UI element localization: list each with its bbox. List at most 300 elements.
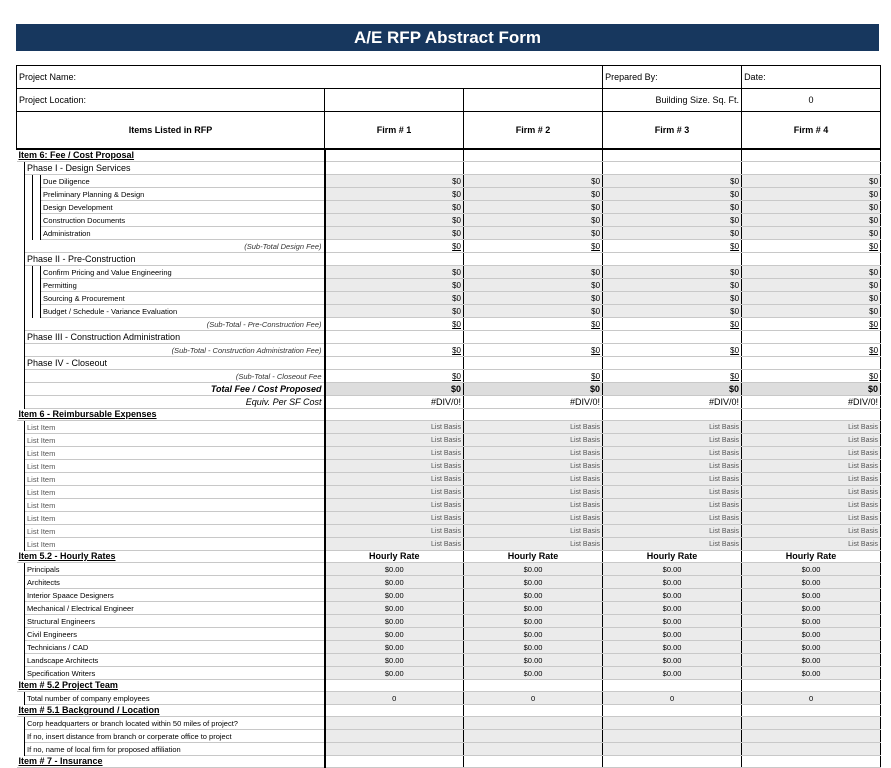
firm-4-value[interactable]: $0 [742,305,881,318]
firm-2-value[interactable]: $0.00 [464,615,603,628]
firm-3-value[interactable]: $0 [603,383,742,396]
row-label: (Sub-Total Design Fee) [25,240,325,253]
firm-4-value[interactable]: $0 [742,266,881,279]
firm-1-value[interactable]: List Basis [325,421,464,434]
firm-3-value[interactable]: $0 [603,279,742,292]
firm-1-value[interactable]: $0 [325,292,464,305]
firm-1-value[interactable]: List Basis [325,512,464,525]
rate-row [17,654,881,667]
firm-2-value[interactable] [464,409,603,421]
firm-2-value[interactable] [464,705,603,717]
fee-item-row [17,188,881,201]
firm-3-value[interactable]: #DIV/0! [603,396,742,409]
phase-row [17,331,881,344]
phase-row [17,357,881,370]
firm-3-value[interactable] [603,680,742,692]
firm-3-value[interactable]: $0 [603,305,742,318]
firm-3-value[interactable] [603,331,742,344]
row-label: Phase II - Pre-Construction [25,253,325,266]
firm-3-value[interactable]: List Basis [603,486,742,499]
section-fee [17,149,881,162]
firm-4-value[interactable]: $0 [742,318,881,331]
firm-2-value[interactable] [464,756,603,768]
row-label: Item # 7 - Insurance [17,756,325,768]
firm-3-value[interactable]: $0 [603,188,742,201]
indent-cell [17,512,25,525]
rate-row [17,628,881,641]
firm-3-value[interactable]: List Basis [603,460,742,473]
firm-1-value[interactable]: $0 [325,201,464,214]
firm-2-value[interactable]: List Basis [464,434,603,447]
indent-cell [17,589,25,602]
firm-1-value[interactable]: List Basis [325,499,464,512]
indent-cell [17,344,25,357]
firm-3-value[interactable]: List Basis [603,499,742,512]
firm-3-value[interactable]: $0.00 [603,576,742,589]
reimbursable-row [17,525,881,538]
indent-cell [33,292,41,305]
firm-2-value[interactable]: List Basis [464,460,603,473]
firm-1-value[interactable]: $0 [325,227,464,240]
header-row-location [17,89,881,112]
firm-4-value[interactable] [742,162,881,175]
firm-1-value[interactable] [325,680,464,692]
firm-3-value[interactable]: List Basis [603,512,742,525]
project-name-field[interactable]: Project Name: [17,66,603,89]
indent-cell [25,188,33,201]
indent-cell [17,447,25,460]
firm-4-value[interactable]: List Basis [742,447,881,460]
row-label: List Item [25,421,325,434]
firm-3-value[interactable]: $0.00 [603,654,742,667]
firm-4-value[interactable]: $0.00 [742,667,881,680]
firm-4-value[interactable]: $0 [742,344,881,357]
firm-3-value[interactable] [603,162,742,175]
indent-cell [17,370,25,383]
firm-3-value[interactable]: $0 [603,214,742,227]
indent-cell [17,175,25,188]
firm-4-value[interactable] [742,409,881,421]
firm-2-value[interactable]: $0.00 [464,576,603,589]
firm-4-value[interactable]: List Basis [742,473,881,486]
firm-2-value[interactable]: $0.00 [464,641,603,654]
firm-2-value[interactable] [464,717,603,730]
indent-cell [17,641,25,654]
firm-2-value[interactable] [464,253,603,266]
firm-3-value[interactable]: $0 [603,175,742,188]
firm-2-value[interactable]: $0.00 [464,602,603,615]
firm-2-heading: Firm # 2 [464,112,603,150]
firm-2-value[interactable]: List Basis [464,512,603,525]
indent-cell [25,201,33,214]
indent-cell [17,305,25,318]
indent-cell [17,525,25,538]
firm-3-value[interactable]: $0 [603,318,742,331]
row-label: Total Fee / Cost Proposed [25,383,325,396]
firm-2-value[interactable]: $0 [464,214,603,227]
firm-4-value[interactable]: #DIV/0! [742,396,881,409]
firm-4-value[interactable]: List Basis [742,421,881,434]
firm-1-value[interactable]: List Basis [325,538,464,551]
firm-4-value[interactable]: $0 [742,383,881,396]
row-label: Equiv. Per SF Cost [25,396,325,409]
row-label: Preliminary Planning & Design [41,188,325,201]
firm-2-value[interactable]: $0 [464,188,603,201]
firm-2-value[interactable]: $0 [464,175,603,188]
row-label: If no, insert distance from branch or corperate office to project [25,730,325,743]
firm-2-value[interactable]: $0.00 [464,628,603,641]
row-label: Administration [41,227,325,240]
firm-4-value[interactable]: $0 [742,214,881,227]
firm-1-value[interactable]: List Basis [325,473,464,486]
section-insurance [17,756,881,768]
firm-4-value[interactable]: $0.00 [742,589,881,602]
row-label: (Sub-Total - Pre-Construction Fee) [25,318,325,331]
row-label: Item 6: Fee / Cost Proposal [17,149,325,162]
indent-cell [17,188,25,201]
firm-2-value[interactable]: Hourly Rate [464,551,603,563]
date-field[interactable]: Date: [742,66,881,89]
firm-1-value[interactable]: Hourly Rate [325,551,464,563]
firm-3-value[interactable]: $0.00 [603,641,742,654]
firm-2-value[interactable]: List Basis [464,538,603,551]
indent-cell [17,473,25,486]
firm-2-value[interactable] [464,357,603,370]
firm-1-value[interactable]: $0 [325,266,464,279]
location-cell-2[interactable] [464,89,603,112]
firm-2-value[interactable]: List Basis [464,499,603,512]
firm-2-value[interactable]: $0 [464,292,603,305]
firm-1-value[interactable]: $0.00 [325,667,464,680]
firm-3-value[interactable]: $0 [603,201,742,214]
total-row [17,383,881,396]
firm-3-value[interactable]: $0.00 [603,563,742,576]
firm-2-value[interactable]: List Basis [464,447,603,460]
firm-1-value[interactable] [325,253,464,266]
firm-2-value[interactable]: 0 [464,692,603,705]
firm-3-value[interactable]: $0.00 [603,589,742,602]
firm-1-value[interactable] [325,743,464,756]
firm-3-value[interactable] [603,705,742,717]
firm-3-value[interactable]: List Basis [603,421,742,434]
firm-4-value[interactable]: $0 [742,370,881,383]
firm-2-value[interactable]: $0 [464,266,603,279]
firm-1-value[interactable] [325,705,464,717]
firm-4-value[interactable]: $0 [742,201,881,214]
firm-2-value[interactable]: $0 [464,305,603,318]
firm-1-value[interactable] [325,149,464,162]
project-location-field[interactable]: Project Location: [17,89,325,112]
rate-row [17,576,881,589]
firm-1-value[interactable] [325,331,464,344]
firm-2-value[interactable]: $0.00 [464,563,603,576]
reimbursable-row [17,421,881,434]
firm-1-value[interactable]: $0 [325,279,464,292]
firm-3-value[interactable] [603,743,742,756]
firm-4-value[interactable]: List Basis [742,525,881,538]
firm-3-value[interactable]: $0 [603,370,742,383]
firm-4-value[interactable]: List Basis [742,512,881,525]
row-label: List Item [25,447,325,460]
firm-3-value[interactable]: $0.00 [603,628,742,641]
row-label: List Item [25,473,325,486]
firm-1-value[interactable]: $0 [325,188,464,201]
row-label: Permitting [41,279,325,292]
firm-3-value[interactable]: List Basis [603,473,742,486]
row-label: Phase III - Construction Administration [25,331,325,344]
firm-3-value[interactable]: $0 [603,227,742,240]
building-size-value[interactable]: 0 [742,89,881,112]
firm-1-heading: Firm # 1 [325,112,464,150]
firm-1-value[interactable]: $0 [325,305,464,318]
firm-1-value[interactable]: List Basis [325,447,464,460]
firm-1-value[interactable] [325,357,464,370]
firm-4-value[interactable] [742,756,881,768]
indent-cell [17,434,25,447]
firm-1-value[interactable]: $0 [325,318,464,331]
rfp-abstract-table [16,65,881,768]
firm-4-value[interactable] [742,743,881,756]
firm-3-value[interactable] [603,253,742,266]
firm-4-value[interactable] [742,331,881,344]
row-label: (Sub-Total - Construction Administration Fee) [25,344,325,357]
indent-cell [17,421,25,434]
reimbursable-row [17,512,881,525]
firm-2-value[interactable]: $0 [464,240,603,253]
firm-4-value[interactable] [742,357,881,370]
firm-3-value[interactable]: $0 [603,240,742,253]
firm-4-value[interactable]: Hourly Rate [742,551,881,563]
indent-cell [17,253,25,266]
indent-cell [17,162,25,175]
section-team [17,680,881,692]
firm-2-value[interactable]: List Basis [464,486,603,499]
firm-1-value[interactable]: List Basis [325,525,464,538]
subtotal-row [17,344,881,357]
row-label: List Item [25,499,325,512]
indent-cell [33,175,41,188]
fee-item-row [17,292,881,305]
firm-4-value[interactable]: List Basis [742,486,881,499]
firm-3-value[interactable] [603,149,742,162]
firm-1-value[interactable]: $0.00 [325,628,464,641]
firm-1-value[interactable]: $0.00 [325,641,464,654]
firm-3-value[interactable]: List Basis [603,447,742,460]
row-label: (Sub-Total - Closeout Fee [25,370,325,383]
firm-1-value[interactable]: List Basis [325,434,464,447]
indent-cell [17,214,25,227]
indent-cell [25,175,33,188]
indent-cell [17,357,25,370]
indent-cell [17,654,25,667]
firm-4-value[interactable]: $0 [742,227,881,240]
row-label: Principals [25,563,325,576]
firm-4-value[interactable]: $0.00 [742,576,881,589]
row-label: Phase I - Design Services [25,162,325,175]
firm-2-value[interactable]: $0 [464,279,603,292]
firm-1-value[interactable]: List Basis [325,486,464,499]
firm-1-value[interactable] [325,717,464,730]
firm-3-value[interactable] [603,357,742,370]
indent-cell [33,266,41,279]
row-label: Item 6 - Reimbursable Expenses [17,409,325,421]
firm-2-value[interactable] [464,743,603,756]
indent-cell [17,331,25,344]
firm-4-value[interactable]: $0.00 [742,628,881,641]
firm-2-value[interactable]: $0 [464,344,603,357]
phase-row [17,162,881,175]
form-title: A/E RFP Abstract Form [16,24,879,51]
firm-3-value[interactable]: $0 [603,266,742,279]
row-label: Mechanical / Electrical Engineer [25,602,325,615]
row-label: Construction Documents [41,214,325,227]
indent-cell [25,214,33,227]
firm-1-value[interactable]: #DIV/0! [325,396,464,409]
firm-2-value[interactable]: $0 [464,318,603,331]
firm-3-heading: Firm # 3 [603,112,742,150]
indent-cell [25,305,33,318]
firm-3-value[interactable]: $0.00 [603,602,742,615]
prepared-by-field[interactable]: Prepared By: [603,66,742,89]
indent-cell [17,460,25,473]
firm-1-value[interactable]: 0 [325,692,464,705]
equiv-row [17,396,881,409]
firm-4-value[interactable]: List Basis [742,434,881,447]
indent-cell [17,602,25,615]
indent-cell [17,266,25,279]
firm-3-value[interactable]: $0 [603,344,742,357]
firm-4-value[interactable]: $0 [742,279,881,292]
firm-2-value[interactable]: $0.00 [464,589,603,602]
firm-3-value[interactable]: 0 [603,692,742,705]
firm-1-value[interactable]: $0 [325,344,464,357]
firm-4-value[interactable] [742,705,881,717]
firm-2-value[interactable]: $0 [464,201,603,214]
firm-4-value[interactable]: $0.00 [742,641,881,654]
firm-1-value[interactable]: $0.00 [325,615,464,628]
firm-4-value[interactable]: $0 [742,175,881,188]
firm-2-value[interactable]: $0 [464,383,603,396]
row-label: List Item [25,434,325,447]
row-label: Sourcing & Procurement [41,292,325,305]
firm-3-value[interactable]: $0.00 [603,615,742,628]
firm-4-value[interactable]: $0 [742,188,881,201]
firm-2-value[interactable]: $0 [464,370,603,383]
rate-row [17,589,881,602]
firm-3-value[interactable]: $0 [603,292,742,305]
row-label: If no, name of local firm for proposed affiliation [25,743,325,756]
firm-2-value[interactable]: List Basis [464,473,603,486]
firm-3-value[interactable]: $0.00 [603,667,742,680]
row-label: List Item [25,460,325,473]
fee-item-row [17,266,881,279]
firm-2-value[interactable]: $0.00 [464,667,603,680]
firm-4-value[interactable]: List Basis [742,538,881,551]
firm-1-value[interactable]: $0 [325,240,464,253]
indent-cell [33,214,41,227]
firm-1-value[interactable]: $0.00 [325,654,464,667]
firm-3-value[interactable]: Hourly Rate [603,551,742,563]
indent-cell [17,383,25,396]
firm-1-value[interactable]: $0 [325,175,464,188]
firm-1-value[interactable] [325,756,464,768]
firm-3-value[interactable]: List Basis [603,434,742,447]
firm-1-value[interactable]: $0.00 [325,602,464,615]
firm-2-value[interactable] [464,680,603,692]
indent-cell [17,318,25,331]
firm-1-value[interactable] [325,162,464,175]
firm-2-value[interactable]: $0 [464,227,603,240]
indent-cell [17,667,25,680]
firm-3-value[interactable] [603,409,742,421]
row-label: Confirm Pricing and Value Engineering [41,266,325,279]
indent-cell [17,227,25,240]
firm-4-value[interactable]: $0 [742,292,881,305]
firm-1-value[interactable]: $0 [325,370,464,383]
firm-1-value[interactable]: List Basis [325,460,464,473]
firm-4-value[interactable]: $0.00 [742,602,881,615]
row-label: Due Diligence [41,175,325,188]
firm-4-value[interactable] [742,253,881,266]
indent-cell [17,499,25,512]
reimbursable-row [17,538,881,551]
firm-2-value[interactable]: #DIV/0! [464,396,603,409]
firm-4-value[interactable]: $0.00 [742,615,881,628]
reimbursable-row [17,447,881,460]
firm-1-value[interactable]: $0.00 [325,563,464,576]
firm-3-value[interactable]: List Basis [603,538,742,551]
firm-4-value[interactable] [742,717,881,730]
firm-2-value[interactable]: $0.00 [464,654,603,667]
team-row [17,692,881,705]
firm-1-value[interactable]: $0.00 [325,589,464,602]
firm-4-value[interactable] [742,680,881,692]
firm-2-value[interactable] [464,149,603,162]
firm-3-value[interactable] [603,756,742,768]
firm-4-value[interactable]: List Basis [742,460,881,473]
firm-4-value[interactable]: $0.00 [742,563,881,576]
firm-2-value[interactable] [464,162,603,175]
firm-3-value[interactable] [603,717,742,730]
row-label: Specification Writers [25,667,325,680]
indent-cell [25,227,33,240]
reimbursable-row [17,473,881,486]
firm-1-value[interactable] [325,409,464,421]
row-label: Item # 5.2 Project Team [17,680,325,692]
rate-row [17,641,881,654]
row-label: Total number of company employees [25,692,325,705]
firm-1-value[interactable]: $0.00 [325,576,464,589]
firm-1-value[interactable]: $0 [325,214,464,227]
firm-4-value[interactable]: $0 [742,240,881,253]
indent-cell [17,692,25,705]
subtotal-row [17,318,881,331]
firm-2-value[interactable] [464,331,603,344]
subtotal-row [17,370,881,383]
firm-2-value[interactable]: List Basis [464,525,603,538]
firm-4-value[interactable]: $0.00 [742,654,881,667]
firm-4-value[interactable] [742,149,881,162]
phase-row [17,253,881,266]
row-label: Structural Engineers [25,615,325,628]
firm-1-value[interactable]: $0 [325,383,464,396]
firm-3-value[interactable]: List Basis [603,525,742,538]
firm-4-value[interactable]: List Basis [742,499,881,512]
firm-2-value[interactable]: List Basis [464,421,603,434]
firm-4-value[interactable]: 0 [742,692,881,705]
indent-cell [25,292,33,305]
location-cell-1[interactable] [325,89,464,112]
